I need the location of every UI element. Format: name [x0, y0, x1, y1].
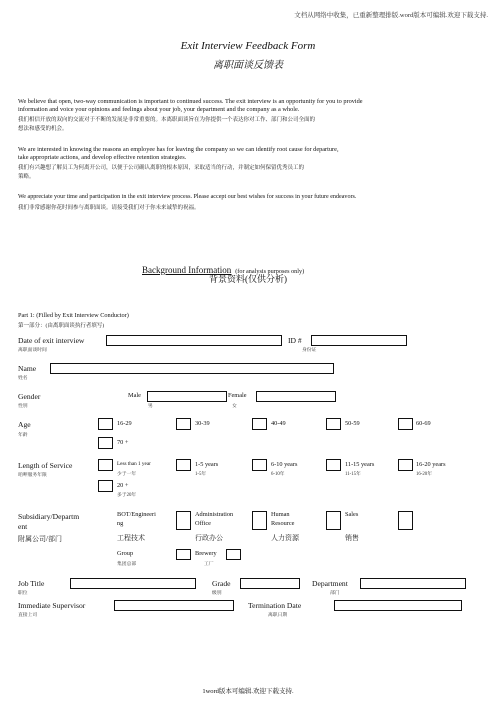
job-title-field[interactable] — [70, 578, 196, 589]
name-label-cn: 姓名 — [18, 376, 28, 381]
header-note: 文档从网络中收集，已重新整理排版.word版本可编辑.欢迎下载支持. — [294, 12, 488, 19]
subsidiary-label-cn: 附属公司/部门 — [18, 535, 62, 543]
dept-option-hr-2: Resource — [271, 520, 295, 527]
date-label: Date of exit interview — [18, 336, 85, 345]
age-option-40-49: 40-49 — [271, 420, 286, 427]
los-checkbox-16-20[interactable] — [398, 459, 413, 471]
los-checkbox-lt1[interactable] — [98, 459, 113, 471]
intro-p2-line1: We are interested in knowing the reasons an employee has for leaving the company so we can identify root cause for departure, — [18, 146, 339, 153]
intro-p2-line2: take appropriate actions, and develop effective retention strategies. — [18, 154, 187, 161]
termination-date-label-cn: 离职日期 — [268, 613, 288, 618]
grade-field[interactable] — [240, 578, 300, 589]
supervisor-label: Immediate Supervisor — [18, 601, 86, 610]
age-checkbox-30-39[interactable] — [176, 418, 191, 430]
dept-option-admin: Administration — [195, 511, 234, 518]
brewery-checkbox[interactable] — [226, 549, 241, 560]
age-checkbox-50-59[interactable] — [326, 418, 341, 430]
intro-p2-cn2: 策略。 — [18, 174, 35, 180]
intro-p3-cn1: 我们非常感谢你花时间参与离职面谈。请接受我们对于你未来诚挚的祝福。 — [18, 205, 200, 211]
supervisor-label-cn: 直接上司 — [18, 613, 38, 618]
los-option-6-10: 6-10 years — [271, 461, 298, 468]
department-field[interactable] — [360, 578, 466, 589]
age-option-50-59: 50-59 — [345, 420, 360, 427]
dept-option-sales: Sales — [345, 511, 359, 518]
los-option-6-10-cn: 6-10年 — [271, 472, 285, 477]
department-label: Department — [312, 579, 348, 588]
los-option-1-5: 1-5 years — [195, 461, 219, 468]
los-checkbox-1-5[interactable] — [176, 459, 191, 471]
dept-checkbox-sales[interactable] — [398, 511, 413, 530]
section-heading-cn: 背景资料(仅供分析) — [209, 274, 287, 284]
dept-option-admin-2: Office — [195, 520, 211, 527]
los-option-20-plus: 20 + — [117, 482, 129, 489]
age-option-70-plus: 70 + — [117, 439, 129, 446]
brewery-option-cn: 工厂 — [204, 562, 214, 567]
los-option-lt1-cn: 少于一年 — [117, 472, 137, 477]
dept-checkbox-admin[interactable] — [252, 511, 267, 530]
age-checkbox-70-plus[interactable] — [98, 437, 113, 449]
male-label: Male — [128, 392, 141, 399]
grade-label-cn: 级别 — [212, 591, 222, 596]
los-checkbox-6-10[interactable] — [252, 459, 267, 471]
gender-label-cn: 性别 — [18, 404, 28, 409]
subsidiary-label-2: ent — [18, 522, 28, 531]
female-checkbox[interactable] — [256, 391, 336, 402]
termination-date-field[interactable] — [334, 600, 462, 611]
gender-label: Gender — [18, 392, 41, 401]
dept-option-admin-cn: 行政办公 — [195, 534, 223, 542]
part1-title: Part 1: (Filled by Exit Interview Conductor) — [18, 312, 129, 319]
page-title: Exit Interview Feedback Form — [180, 40, 316, 52]
department-label-cn: 部门 — [330, 591, 340, 596]
male-label-cn: 男 — [148, 404, 153, 409]
dept-checkbox-bot[interactable] — [176, 511, 191, 530]
intro-p1-line2: information and voice your opinions and feelings about your job, your department and the company as a whole. — [18, 106, 300, 113]
female-label-cn: 女 — [232, 404, 237, 409]
los-label-cn: 咱呷服务年限 — [18, 473, 47, 478]
age-checkbox-40-49[interactable] — [252, 418, 267, 430]
subsidiary-label: Subsidiary/Departm — [18, 512, 80, 521]
dept-option-sales-cn: 销售 — [345, 534, 359, 542]
name-field[interactable] — [50, 363, 334, 374]
section-note: (for analysis purposes only) — [235, 268, 305, 275]
dept-option-bot-2: ng — [117, 520, 124, 527]
dept-option-bot: BOT/Engineeri — [117, 511, 156, 518]
date-label-cn: 离职面谈时间 — [18, 348, 47, 353]
los-checkbox-20-plus[interactable] — [98, 480, 113, 492]
group-checkbox[interactable] — [176, 549, 191, 560]
los-option-lt1: Less than 1 year — [117, 461, 151, 467]
intro-p1-cn2: 想法和感受的机会。 — [18, 126, 68, 132]
job-title-label: Job Title — [18, 579, 45, 588]
age-checkbox-16-29[interactable] — [98, 418, 113, 430]
footer-note: 1word版本可编辑.欢迎下载支持. — [202, 688, 294, 695]
dept-checkbox-hr[interactable] — [326, 511, 341, 530]
section-heading: Background Information — [142, 265, 232, 275]
los-option-1-5-cn: 1-5年 — [195, 472, 207, 477]
age-label-cn: 年龄 — [18, 433, 28, 438]
intro-p1-cn1: 我们相信开放的双向的交流对于不断的发展是非常重要的。本离职面谈旨在为你提供一个表达你对工作、部门和公司全面的 — [18, 117, 316, 123]
los-option-11-15-cn: 11-15年 — [345, 472, 361, 477]
supervisor-field[interactable] — [114, 600, 234, 611]
dept-option-bot-cn: 工程技术 — [117, 534, 145, 542]
age-option-60-69: 60-69 — [416, 420, 431, 427]
intro-p1-line1: We believe that open, two-way communication is important to continued success. The exit interview is an opportunity for you to provide — [18, 98, 363, 105]
age-label: Age — [18, 420, 31, 429]
age-checkbox-60-69[interactable] — [398, 418, 413, 430]
intro-p3-line1: We appreciate your time and participation in the exit interview process. Please accept our best wishes for success in your future endeavors. — [18, 194, 357, 200]
male-checkbox[interactable] — [147, 391, 227, 402]
los-label: Length of Service — [18, 461, 73, 470]
female-label: Female — [228, 392, 247, 399]
intro-p2-cn1: 我们有兴趣想了解员工为何离开公司，以便于公司确认离职的根本原因，采取适当的行动，并制定如何保留优秀员工的 — [18, 165, 305, 171]
part1-title-cn: 第一部分：(由离职面谈执行者填写) — [18, 323, 105, 329]
age-option-16-29: 16-29 — [117, 420, 132, 427]
name-label: Name — [18, 364, 37, 373]
dept-option-hr-cn: 人力资源 — [271, 534, 299, 542]
los-checkbox-11-15[interactable] — [326, 459, 341, 471]
dept-option-hr: Human — [271, 511, 290, 518]
id-field[interactable] — [311, 335, 407, 346]
los-option-11-15: 11-15 years — [345, 461, 375, 468]
termination-date-label: Termination Date — [248, 601, 302, 610]
los-option-16-20-cn: 16-20年 — [416, 472, 432, 477]
job-title-label-cn: 职位 — [18, 591, 28, 596]
group-option: Group — [117, 550, 134, 557]
los-option-20-plus-cn: 多于20年 — [117, 493, 137, 498]
age-option-30-39: 30-39 — [195, 420, 210, 427]
date-field[interactable] — [106, 335, 282, 346]
page-title-cn: 离职面谈反馈表 — [213, 60, 283, 71]
grade-label: Grade — [212, 579, 231, 588]
id-label: ID # — [288, 336, 302, 345]
id-label-cn: 身份证 — [302, 348, 317, 353]
los-option-16-20: 16-20 years — [416, 461, 446, 468]
brewery-option: Brewery — [195, 550, 217, 557]
group-option-cn: 集团总部 — [117, 562, 137, 567]
